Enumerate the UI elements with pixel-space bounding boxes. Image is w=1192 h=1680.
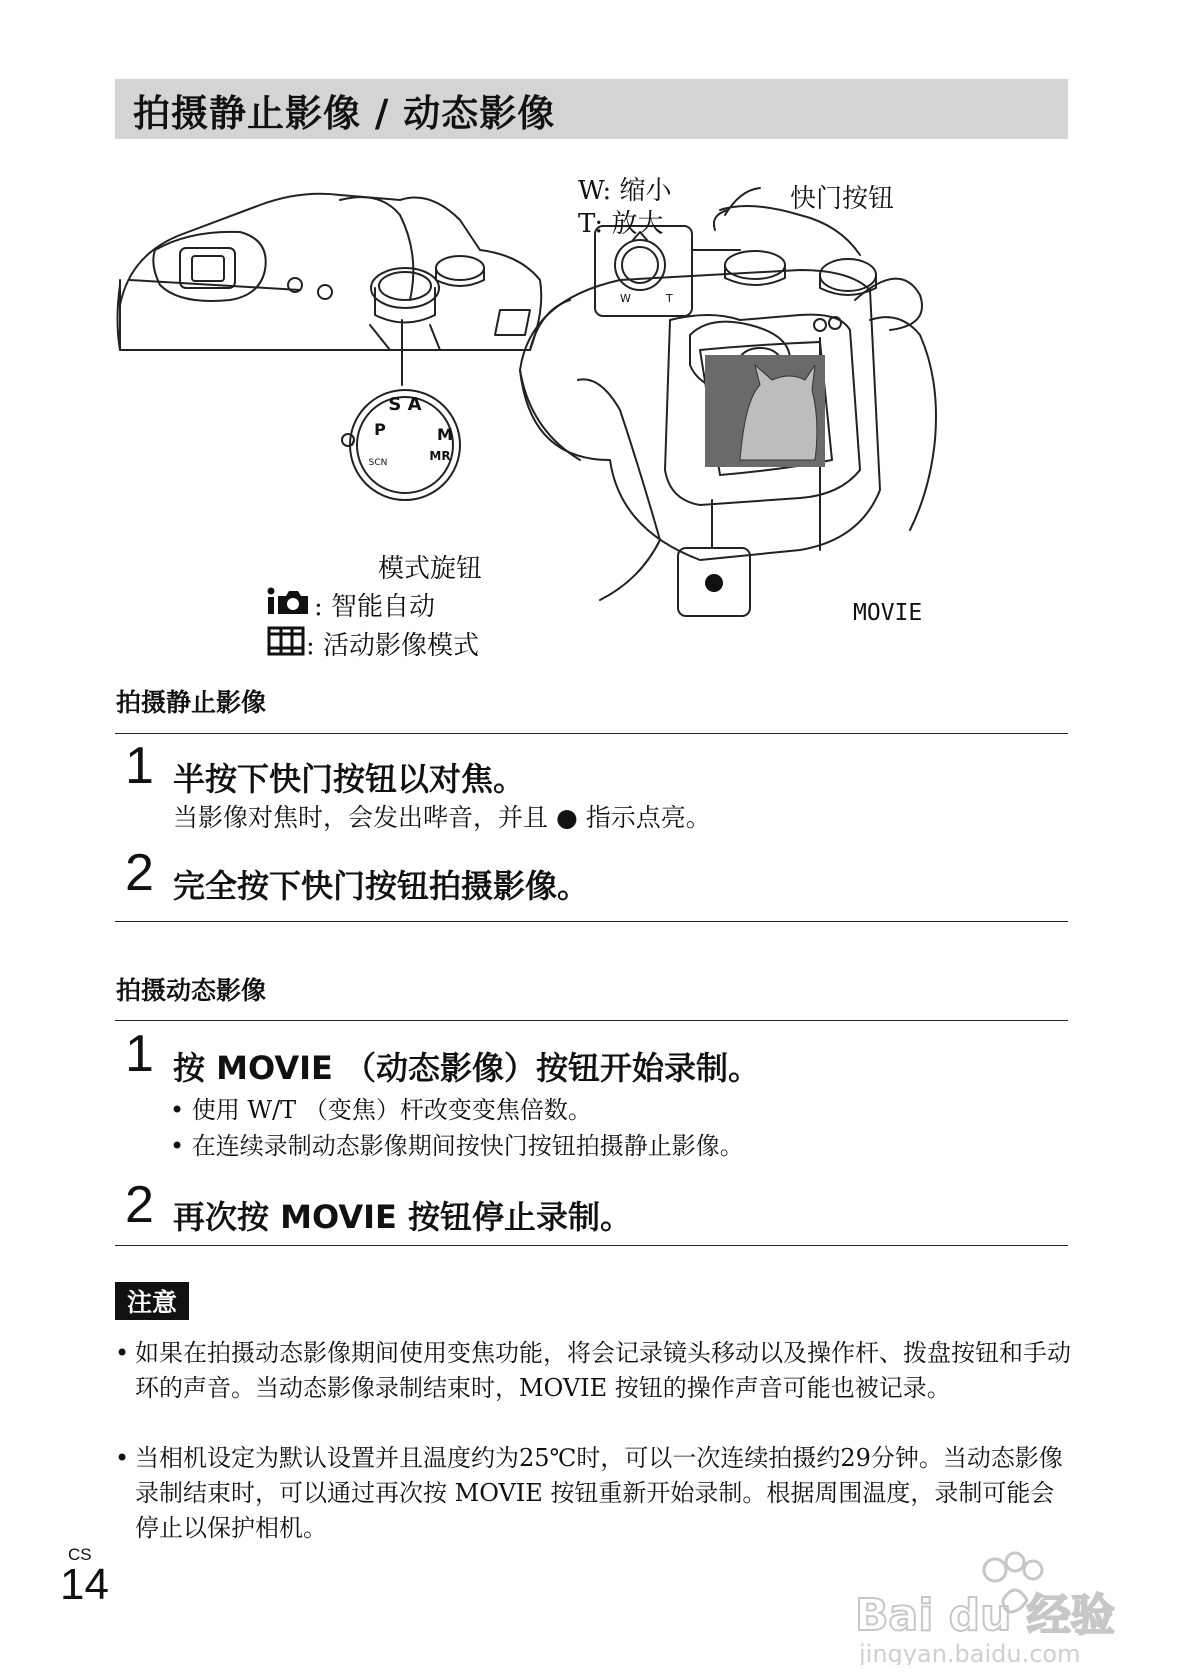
page-title: 拍摄静止影像 / 动态影像 bbox=[133, 92, 556, 135]
svg-text:P: P bbox=[374, 420, 386, 439]
svg-text:T: T bbox=[666, 292, 673, 305]
mode-dial-label: 模式旋钮 bbox=[378, 554, 483, 584]
still-section-heading: 拍摄静止影像 bbox=[116, 688, 267, 717]
step-number: 2 bbox=[125, 844, 154, 902]
language-code: CS bbox=[68, 1545, 92, 1564]
svg-text:W: W bbox=[620, 292, 631, 305]
legend-auto: : 智能自动 bbox=[314, 592, 436, 622]
step-number: 1 bbox=[125, 1025, 154, 1083]
movie-mode-icon bbox=[266, 625, 308, 657]
intelligent-auto-icon bbox=[266, 586, 312, 616]
movie-section-heading: 拍摄动态影像 bbox=[116, 976, 267, 1005]
svg-text:Bai du 经验: Bai du 经验 bbox=[855, 1590, 1115, 1641]
divider bbox=[115, 1245, 1068, 1246]
divider bbox=[115, 733, 1068, 734]
note-item: • 如果在拍摄动态影像期间使用变焦功能，将会记录镜头移动以及操作杆、拨盘按钮和手动环的声音。当动态影像录制结束时，MOVIE 按钮的操作声音可能也被记录。 bbox=[115, 1339, 1071, 1402]
divider bbox=[115, 1020, 1068, 1021]
zoom-t-label: T: 放大 bbox=[578, 209, 664, 239]
note-item: • 当相机设定为默认设置并且温度约为25℃时，可以一次连续拍摄约29分钟。当动态影像录制结束时，可以通过再次按 MOVIE 按钮重新开始录制。根据周围温度，录制可能会停止以保护相机。 bbox=[115, 1444, 1063, 1542]
list-item: • 在连续录制动态影像期间按快门按钮拍摄静止影像。 bbox=[170, 1132, 744, 1160]
baidu-watermark bbox=[855, 1540, 1155, 1665]
step-title: 再次按 MOVIE 按钮停止录制。 bbox=[173, 1198, 633, 1236]
note-badge: 注意 bbox=[115, 1282, 189, 1320]
record-dot-icon bbox=[705, 574, 723, 592]
step-title: 完全按下快门按钮拍摄影像。 bbox=[173, 867, 590, 905]
step-title: 半按下快门按钮以对焦。 bbox=[173, 760, 526, 798]
svg-text:jingyan.baidu.com: jingyan.baidu.com bbox=[859, 1640, 1081, 1665]
zoom-w-label: W: 缩小 bbox=[578, 176, 672, 206]
page-number: 14 bbox=[60, 1560, 109, 1609]
list-item: • 使用 W/T （变焦）杆改变变焦倍数。 bbox=[170, 1096, 592, 1124]
movie-button-label: MOVIE bbox=[853, 600, 923, 626]
step-number: 2 bbox=[125, 1176, 154, 1234]
step-number: 1 bbox=[125, 737, 154, 795]
step-title: 按 MOVIE （动态影像）按钮开始录制。 bbox=[173, 1049, 761, 1087]
step-description: 当影像对焦时，会发出哔音，并且 ● 指示点亮。 bbox=[173, 803, 711, 832]
svg-text:MR: MR bbox=[429, 449, 451, 463]
divider bbox=[115, 921, 1068, 922]
svg-text:S A: S A bbox=[388, 394, 422, 415]
legend-movie: : 活动影像模式 bbox=[306, 631, 480, 661]
shutter-button-label: 快门按钮 bbox=[790, 184, 895, 214]
svg-text:M: M bbox=[437, 425, 453, 444]
svg-text:SCN: SCN bbox=[368, 458, 388, 468]
